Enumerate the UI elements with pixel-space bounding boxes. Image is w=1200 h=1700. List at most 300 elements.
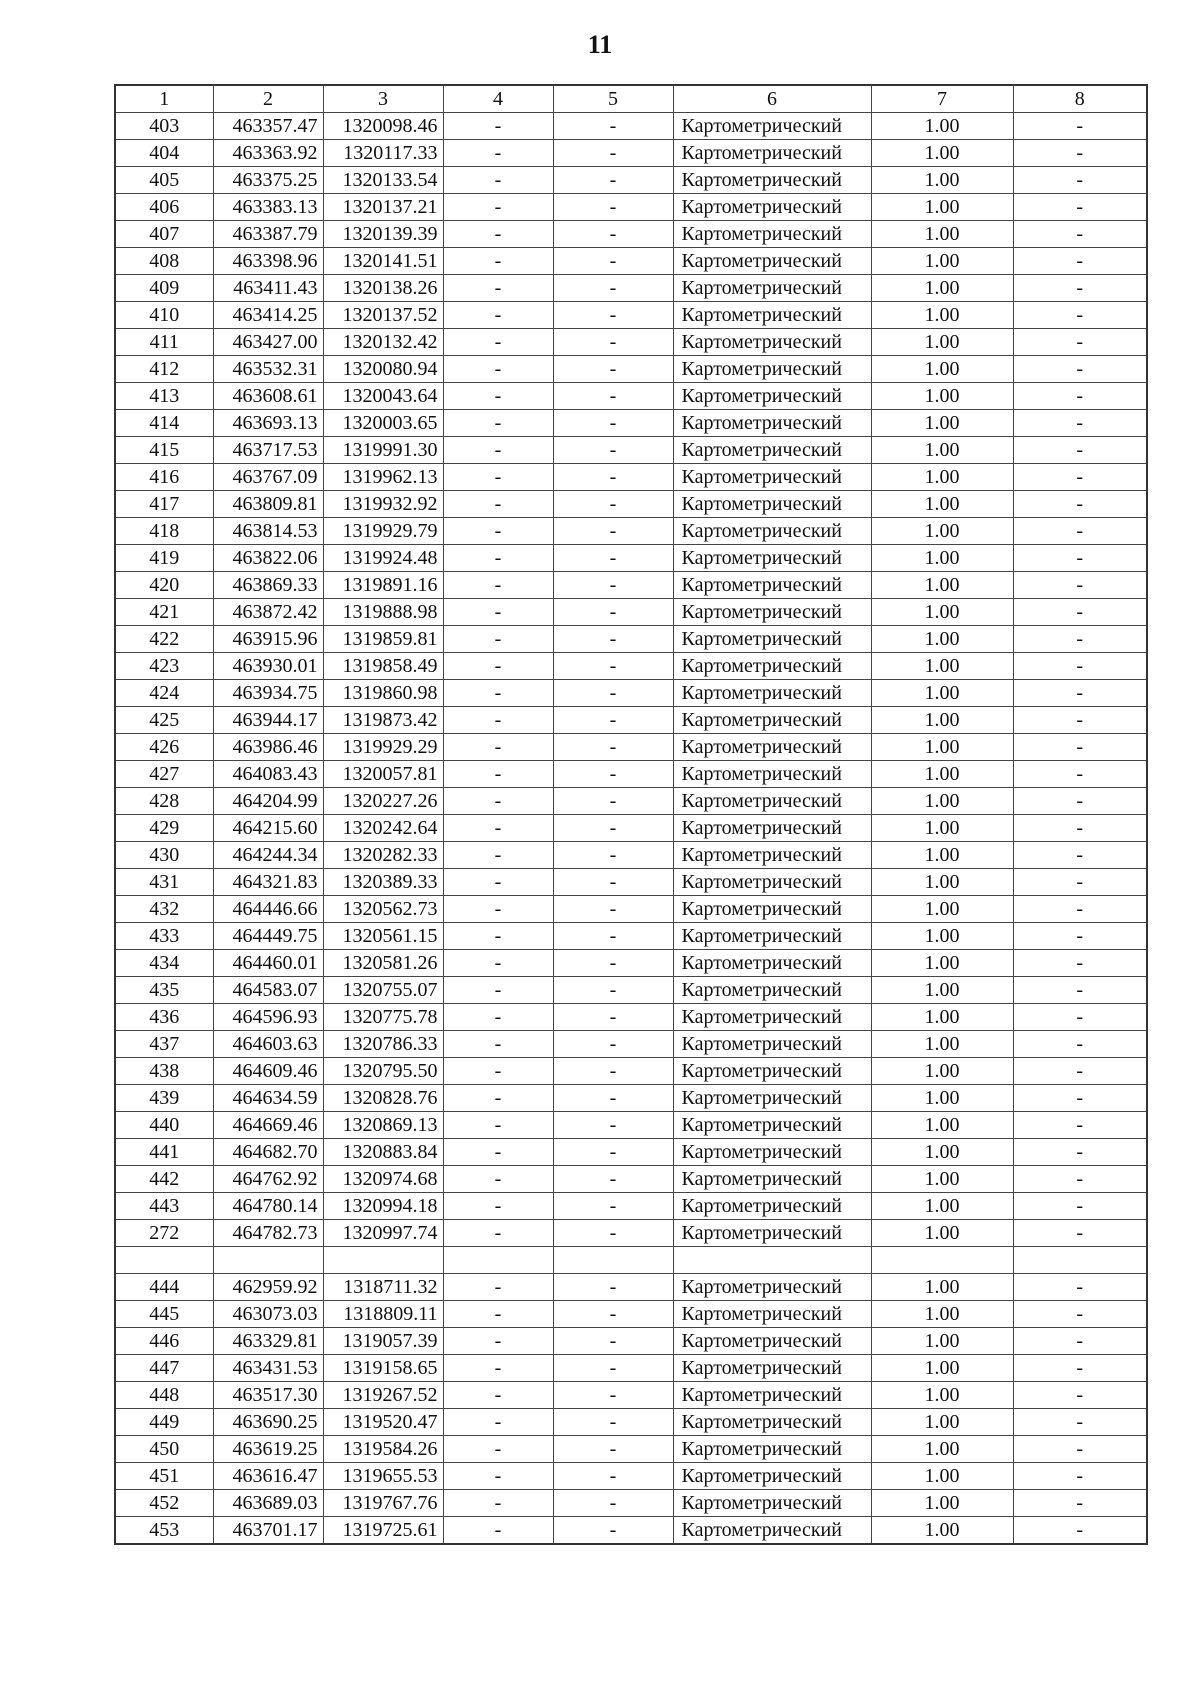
method-cell: Картометрический bbox=[673, 302, 871, 329]
accuracy-cell: 1.00 bbox=[871, 1193, 1013, 1220]
point-number-cell: 413 bbox=[115, 383, 213, 410]
column-4-cell: - bbox=[443, 194, 553, 221]
column-4-cell: - bbox=[443, 356, 553, 383]
x-coordinate-cell: 464204.99 bbox=[213, 788, 323, 815]
column-5-cell: - bbox=[553, 1355, 673, 1382]
column-4-cell: - bbox=[443, 626, 553, 653]
y-coordinate-cell: 1320139.39 bbox=[323, 221, 443, 248]
y-coordinate-cell: 1318711.32 bbox=[323, 1274, 443, 1301]
method-cell: Картометрический bbox=[673, 545, 871, 572]
accuracy-cell: 1.00 bbox=[871, 1031, 1013, 1058]
table-row bbox=[115, 1193, 1147, 1220]
accuracy-cell: 1.00 bbox=[871, 248, 1013, 275]
table-row bbox=[115, 356, 1147, 383]
column-5-cell: - bbox=[553, 680, 673, 707]
column-4-cell: - bbox=[443, 680, 553, 707]
table-row bbox=[115, 1085, 1147, 1112]
method-cell: Картометрический bbox=[673, 1193, 871, 1220]
column-8-cell: - bbox=[1013, 842, 1147, 869]
column-8-cell: - bbox=[1013, 950, 1147, 977]
accuracy-cell: 1.00 bbox=[871, 1085, 1013, 1112]
method-cell: Картометрический bbox=[673, 626, 871, 653]
accuracy-cell: 1.00 bbox=[871, 734, 1013, 761]
accuracy-cell: 1.00 bbox=[871, 491, 1013, 518]
point-number-cell: 419 bbox=[115, 545, 213, 572]
table-row bbox=[115, 1328, 1147, 1355]
point-number-cell: 438 bbox=[115, 1058, 213, 1085]
y-coordinate-cell: 1319932.92 bbox=[323, 491, 443, 518]
point-number-cell: 406 bbox=[115, 194, 213, 221]
table-row bbox=[115, 977, 1147, 1004]
column-5-cell: - bbox=[553, 1409, 673, 1436]
y-coordinate-cell: 1320562.73 bbox=[323, 896, 443, 923]
column-8-cell: - bbox=[1013, 167, 1147, 194]
method-cell: Картометрический bbox=[673, 842, 871, 869]
accuracy-cell: 1.00 bbox=[871, 1328, 1013, 1355]
y-coordinate-cell: 1319873.42 bbox=[323, 707, 443, 734]
x-coordinate-cell: 463944.17 bbox=[213, 707, 323, 734]
method-cell: Картометрический bbox=[673, 356, 871, 383]
y-coordinate-cell: 1319725.61 bbox=[323, 1517, 443, 1545]
y-coordinate-cell: 1320883.84 bbox=[323, 1139, 443, 1166]
column-8-cell: - bbox=[1013, 1409, 1147, 1436]
point-number-cell bbox=[115, 1247, 213, 1274]
point-number-cell: 425 bbox=[115, 707, 213, 734]
accuracy-cell: 1.00 bbox=[871, 815, 1013, 842]
column-4-cell: - bbox=[443, 113, 553, 140]
column-header: 5 bbox=[553, 85, 673, 113]
column-4-cell: - bbox=[443, 815, 553, 842]
column-4-cell: - bbox=[443, 437, 553, 464]
column-5-cell: - bbox=[553, 545, 673, 572]
y-coordinate-cell: 1320786.33 bbox=[323, 1031, 443, 1058]
column-5-cell: - bbox=[553, 626, 673, 653]
accuracy-cell: 1.00 bbox=[871, 356, 1013, 383]
column-4-cell bbox=[443, 1247, 553, 1274]
point-number-cell: 403 bbox=[115, 113, 213, 140]
point-number-cell: 426 bbox=[115, 734, 213, 761]
method-cell: Картометрический bbox=[673, 113, 871, 140]
column-4-cell: - bbox=[443, 1058, 553, 1085]
column-5-cell: - bbox=[553, 977, 673, 1004]
column-8-cell: - bbox=[1013, 410, 1147, 437]
table-row bbox=[115, 788, 1147, 815]
column-5-cell: - bbox=[553, 140, 673, 167]
method-cell: Картометрический bbox=[673, 194, 871, 221]
method-cell: Картометрический bbox=[673, 221, 871, 248]
y-coordinate-cell: 1320057.81 bbox=[323, 761, 443, 788]
y-coordinate-cell: 1319891.16 bbox=[323, 572, 443, 599]
column-5-cell: - bbox=[553, 356, 673, 383]
column-8-cell: - bbox=[1013, 518, 1147, 545]
table-row bbox=[115, 518, 1147, 545]
x-coordinate-cell: 464682.70 bbox=[213, 1139, 323, 1166]
x-coordinate-cell: 463357.47 bbox=[213, 113, 323, 140]
page-number: 11 bbox=[587, 30, 613, 59]
y-coordinate-cell: 1319520.47 bbox=[323, 1409, 443, 1436]
column-4-cell: - bbox=[443, 1085, 553, 1112]
x-coordinate-cell: 464596.93 bbox=[213, 1004, 323, 1031]
column-5-cell: - bbox=[553, 1301, 673, 1328]
x-coordinate-cell: 464669.46 bbox=[213, 1112, 323, 1139]
method-cell: Картометрический bbox=[673, 761, 871, 788]
column-8-cell: - bbox=[1013, 1382, 1147, 1409]
point-number-cell: 444 bbox=[115, 1274, 213, 1301]
point-number-cell: 411 bbox=[115, 329, 213, 356]
column-8-cell: - bbox=[1013, 1436, 1147, 1463]
x-coordinate-cell: 463934.75 bbox=[213, 680, 323, 707]
column-4-cell: - bbox=[443, 1517, 553, 1545]
method-cell: Картометрический bbox=[673, 1463, 871, 1490]
y-coordinate-cell: 1319158.65 bbox=[323, 1355, 443, 1382]
accuracy-cell: 1.00 bbox=[871, 977, 1013, 1004]
method-cell: Картометрический bbox=[673, 437, 871, 464]
table-row bbox=[115, 194, 1147, 221]
column-5-cell: - bbox=[553, 923, 673, 950]
x-coordinate-cell: 463073.03 bbox=[213, 1301, 323, 1328]
method-cell: Картометрический bbox=[673, 1139, 871, 1166]
point-number-cell: 431 bbox=[115, 869, 213, 896]
y-coordinate-cell: 1318809.11 bbox=[323, 1301, 443, 1328]
point-number-cell: 451 bbox=[115, 1463, 213, 1490]
column-8-cell: - bbox=[1013, 680, 1147, 707]
accuracy-cell: 1.00 bbox=[871, 1220, 1013, 1247]
table-row bbox=[115, 248, 1147, 275]
column-8-cell: - bbox=[1013, 1463, 1147, 1490]
column-4-cell: - bbox=[443, 923, 553, 950]
table-row bbox=[115, 734, 1147, 761]
column-4-cell: - bbox=[443, 734, 553, 761]
column-5-cell: - bbox=[553, 1436, 673, 1463]
column-5-cell: - bbox=[553, 464, 673, 491]
column-header: 2 bbox=[213, 85, 323, 113]
y-coordinate-cell: 1320755.07 bbox=[323, 977, 443, 1004]
column-8-cell: - bbox=[1013, 896, 1147, 923]
point-number-cell: 420 bbox=[115, 572, 213, 599]
accuracy-cell: 1.00 bbox=[871, 950, 1013, 977]
accuracy-cell: 1.00 bbox=[871, 923, 1013, 950]
table-row bbox=[115, 896, 1147, 923]
point-number-cell: 422 bbox=[115, 626, 213, 653]
point-number-cell: 440 bbox=[115, 1112, 213, 1139]
method-cell: Картометрический bbox=[673, 329, 871, 356]
table-row bbox=[115, 113, 1147, 140]
table-row bbox=[115, 761, 1147, 788]
column-5-cell: - bbox=[553, 1031, 673, 1058]
method-cell: Картометрический bbox=[673, 1436, 871, 1463]
table-row bbox=[115, 221, 1147, 248]
column-8-cell: - bbox=[1013, 1274, 1147, 1301]
column-4-cell: - bbox=[443, 410, 553, 437]
table-row bbox=[115, 545, 1147, 572]
x-coordinate-cell: 463375.25 bbox=[213, 167, 323, 194]
x-coordinate-cell: 463387.79 bbox=[213, 221, 323, 248]
column-5-cell: - bbox=[553, 410, 673, 437]
method-cell: Картометрический bbox=[673, 869, 871, 896]
point-number-cell: 418 bbox=[115, 518, 213, 545]
y-coordinate-cell: 1319929.29 bbox=[323, 734, 443, 761]
column-5-cell: - bbox=[553, 1193, 673, 1220]
x-coordinate-cell: 463398.96 bbox=[213, 248, 323, 275]
column-8-cell: - bbox=[1013, 1517, 1147, 1545]
column-5-cell: - bbox=[553, 707, 673, 734]
table-row bbox=[115, 815, 1147, 842]
table-row bbox=[115, 1436, 1147, 1463]
accuracy-cell: 1.00 bbox=[871, 167, 1013, 194]
column-8-cell: - bbox=[1013, 329, 1147, 356]
accuracy-cell: 1.00 bbox=[871, 410, 1013, 437]
accuracy-cell: 1.00 bbox=[871, 653, 1013, 680]
table-row bbox=[115, 1004, 1147, 1031]
column-header: 4 bbox=[443, 85, 553, 113]
table-row bbox=[115, 842, 1147, 869]
method-cell: Картометрический bbox=[673, 410, 871, 437]
table-row bbox=[115, 1274, 1147, 1301]
point-number-cell: 415 bbox=[115, 437, 213, 464]
y-coordinate-cell: 1320795.50 bbox=[323, 1058, 443, 1085]
column-4-cell: - bbox=[443, 977, 553, 1004]
method-cell: Картометрический bbox=[673, 680, 871, 707]
accuracy-cell: 1.00 bbox=[871, 194, 1013, 221]
method-cell: Картометрический bbox=[673, 1409, 871, 1436]
x-coordinate-cell: 463767.09 bbox=[213, 464, 323, 491]
x-coordinate-cell: 463363.92 bbox=[213, 140, 323, 167]
column-8-cell: - bbox=[1013, 1490, 1147, 1517]
column-4-cell: - bbox=[443, 383, 553, 410]
method-cell: Картометрический bbox=[673, 140, 871, 167]
table-row bbox=[115, 626, 1147, 653]
y-coordinate-cell: 1319767.76 bbox=[323, 1490, 443, 1517]
column-5-cell: - bbox=[553, 653, 673, 680]
point-number-cell: 445 bbox=[115, 1301, 213, 1328]
column-4-cell: - bbox=[443, 1490, 553, 1517]
table-row bbox=[115, 383, 1147, 410]
point-number-cell: 416 bbox=[115, 464, 213, 491]
x-coordinate-cell: 464780.14 bbox=[213, 1193, 323, 1220]
accuracy-cell: 1.00 bbox=[871, 680, 1013, 707]
y-coordinate-cell: 1319584.26 bbox=[323, 1436, 443, 1463]
table-row bbox=[115, 680, 1147, 707]
column-4-cell: - bbox=[443, 1193, 553, 1220]
point-number-cell: 421 bbox=[115, 599, 213, 626]
table-row bbox=[115, 707, 1147, 734]
y-coordinate-cell: 1320227.26 bbox=[323, 788, 443, 815]
column-5-cell: - bbox=[553, 599, 673, 626]
point-number-cell: 409 bbox=[115, 275, 213, 302]
x-coordinate-cell: 463616.47 bbox=[213, 1463, 323, 1490]
table-row bbox=[115, 950, 1147, 977]
table-row bbox=[115, 1031, 1147, 1058]
point-number-cell: 272 bbox=[115, 1220, 213, 1247]
method-cell: Картометрический bbox=[673, 734, 871, 761]
table-row bbox=[115, 1301, 1147, 1328]
column-4-cell: - bbox=[443, 248, 553, 275]
column-4-cell: - bbox=[443, 869, 553, 896]
column-4-cell: - bbox=[443, 1409, 553, 1436]
x-coordinate-cell: 463383.13 bbox=[213, 194, 323, 221]
x-coordinate-cell: 463414.25 bbox=[213, 302, 323, 329]
point-number-cell: 448 bbox=[115, 1382, 213, 1409]
x-coordinate-cell: 464321.83 bbox=[213, 869, 323, 896]
accuracy-cell: 1.00 bbox=[871, 572, 1013, 599]
table-row bbox=[115, 1058, 1147, 1085]
point-number-cell: 434 bbox=[115, 950, 213, 977]
column-5-cell: - bbox=[553, 329, 673, 356]
point-number-cell: 435 bbox=[115, 977, 213, 1004]
table-row bbox=[115, 599, 1147, 626]
column-5-cell: - bbox=[553, 950, 673, 977]
column-5-cell: - bbox=[553, 1004, 673, 1031]
column-8-cell: - bbox=[1013, 491, 1147, 518]
column-header: 8 bbox=[1013, 85, 1147, 113]
point-number-cell: 424 bbox=[115, 680, 213, 707]
column-8-cell: - bbox=[1013, 1139, 1147, 1166]
y-coordinate-cell: 1319962.13 bbox=[323, 464, 443, 491]
column-5-cell: - bbox=[553, 842, 673, 869]
column-5-cell: - bbox=[553, 788, 673, 815]
accuracy-cell: 1.00 bbox=[871, 842, 1013, 869]
x-coordinate-cell: 463915.96 bbox=[213, 626, 323, 653]
x-coordinate-cell: 464762.92 bbox=[213, 1166, 323, 1193]
x-coordinate-cell: 463809.81 bbox=[213, 491, 323, 518]
column-5-cell: - bbox=[553, 302, 673, 329]
method-cell: Картометрический bbox=[673, 815, 871, 842]
accuracy-cell: 1.00 bbox=[871, 1004, 1013, 1031]
accuracy-cell: 1.00 bbox=[871, 1409, 1013, 1436]
point-number-cell: 423 bbox=[115, 653, 213, 680]
method-cell: Картометрический bbox=[673, 1166, 871, 1193]
y-coordinate-cell: 1319991.30 bbox=[323, 437, 443, 464]
column-5-cell: - bbox=[553, 167, 673, 194]
x-coordinate-cell: 463689.03 bbox=[213, 1490, 323, 1517]
column-5-cell: - bbox=[553, 1058, 673, 1085]
accuracy-cell: 1.00 bbox=[871, 1436, 1013, 1463]
point-number-cell: 429 bbox=[115, 815, 213, 842]
point-number-cell: 427 bbox=[115, 761, 213, 788]
y-coordinate-cell: 1320974.68 bbox=[323, 1166, 443, 1193]
table-row bbox=[115, 1112, 1147, 1139]
y-coordinate-cell: 1320869.13 bbox=[323, 1112, 443, 1139]
column-5-cell: - bbox=[553, 815, 673, 842]
column-5-cell: - bbox=[553, 734, 673, 761]
column-8-cell: - bbox=[1013, 707, 1147, 734]
column-5-cell: - bbox=[553, 113, 673, 140]
y-coordinate-cell: 1319929.79 bbox=[323, 518, 443, 545]
point-number-cell: 432 bbox=[115, 896, 213, 923]
point-number-cell: 447 bbox=[115, 1355, 213, 1382]
column-8-cell: - bbox=[1013, 383, 1147, 410]
y-coordinate-cell: 1319057.39 bbox=[323, 1328, 443, 1355]
point-number-cell: 430 bbox=[115, 842, 213, 869]
table-row bbox=[115, 410, 1147, 437]
column-4-cell: - bbox=[443, 653, 553, 680]
accuracy-cell: 1.00 bbox=[871, 464, 1013, 491]
y-coordinate-cell: 1320994.18 bbox=[323, 1193, 443, 1220]
column-4-cell: - bbox=[443, 1355, 553, 1382]
point-number-cell: 450 bbox=[115, 1436, 213, 1463]
table-row bbox=[115, 140, 1147, 167]
method-cell: Картометрический bbox=[673, 1355, 871, 1382]
column-8-cell: - bbox=[1013, 1058, 1147, 1085]
column-5-cell: - bbox=[553, 1517, 673, 1545]
column-4-cell: - bbox=[443, 545, 553, 572]
accuracy-cell: 1.00 bbox=[871, 437, 1013, 464]
table-row bbox=[115, 275, 1147, 302]
table-row bbox=[115, 1463, 1147, 1490]
column-8-cell: - bbox=[1013, 140, 1147, 167]
accuracy-cell: 1.00 bbox=[871, 869, 1013, 896]
column-8-cell: - bbox=[1013, 734, 1147, 761]
column-4-cell: - bbox=[443, 1274, 553, 1301]
column-8-cell: - bbox=[1013, 761, 1147, 788]
accuracy-cell: 1.00 bbox=[871, 1274, 1013, 1301]
method-cell: Картометрический bbox=[673, 950, 871, 977]
accuracy-cell: 1.00 bbox=[871, 599, 1013, 626]
method-cell: Картометрический bbox=[673, 788, 871, 815]
table-body bbox=[115, 113, 1147, 1545]
method-cell: Картометрический bbox=[673, 707, 871, 734]
table-row bbox=[115, 923, 1147, 950]
column-5-cell: - bbox=[553, 896, 673, 923]
method-cell: Картометрический bbox=[673, 383, 871, 410]
column-8-cell: - bbox=[1013, 1085, 1147, 1112]
column-4-cell: - bbox=[443, 1139, 553, 1166]
point-number-cell: 441 bbox=[115, 1139, 213, 1166]
column-8-cell: - bbox=[1013, 545, 1147, 572]
column-5-cell: - bbox=[553, 869, 673, 896]
accuracy-cell: 1.00 bbox=[871, 1058, 1013, 1085]
x-coordinate-cell: 463517.30 bbox=[213, 1382, 323, 1409]
x-coordinate-cell: 463822.06 bbox=[213, 545, 323, 572]
column-8-cell: - bbox=[1013, 1004, 1147, 1031]
table-row bbox=[115, 1382, 1147, 1409]
column-4-cell: - bbox=[443, 1463, 553, 1490]
method-cell: Картометрический bbox=[673, 1058, 871, 1085]
y-coordinate-cell: 1320133.54 bbox=[323, 167, 443, 194]
column-5-cell: - bbox=[553, 1166, 673, 1193]
column-5-cell: - bbox=[553, 1220, 673, 1247]
column-8-cell: - bbox=[1013, 221, 1147, 248]
table-header-row bbox=[115, 85, 1147, 113]
column-4-cell: - bbox=[443, 464, 553, 491]
accuracy-cell: 1.00 bbox=[871, 518, 1013, 545]
table-row bbox=[115, 653, 1147, 680]
table-row bbox=[115, 1139, 1147, 1166]
accuracy-cell: 1.00 bbox=[871, 140, 1013, 167]
x-coordinate-cell: 463690.25 bbox=[213, 1409, 323, 1436]
y-coordinate-cell: 1319858.49 bbox=[323, 653, 443, 680]
y-coordinate-cell: 1319924.48 bbox=[323, 545, 443, 572]
accuracy-cell: 1.00 bbox=[871, 221, 1013, 248]
point-number-cell: 436 bbox=[115, 1004, 213, 1031]
table-row bbox=[115, 491, 1147, 518]
y-coordinate-cell: 1320242.64 bbox=[323, 815, 443, 842]
point-number-cell: 443 bbox=[115, 1193, 213, 1220]
column-8-cell: - bbox=[1013, 1031, 1147, 1058]
column-8-cell: - bbox=[1013, 977, 1147, 1004]
column-4-cell: - bbox=[443, 842, 553, 869]
accuracy-cell: 1.00 bbox=[871, 1463, 1013, 1490]
y-coordinate-cell: 1319859.81 bbox=[323, 626, 443, 653]
column-header: 1 bbox=[115, 85, 213, 113]
column-4-cell: - bbox=[443, 1031, 553, 1058]
accuracy-cell: 1.00 bbox=[871, 545, 1013, 572]
accuracy-cell: 1.00 bbox=[871, 113, 1013, 140]
point-number-cell: 414 bbox=[115, 410, 213, 437]
x-coordinate-cell: 464603.63 bbox=[213, 1031, 323, 1058]
column-4-cell: - bbox=[443, 1166, 553, 1193]
point-number-cell: 412 bbox=[115, 356, 213, 383]
